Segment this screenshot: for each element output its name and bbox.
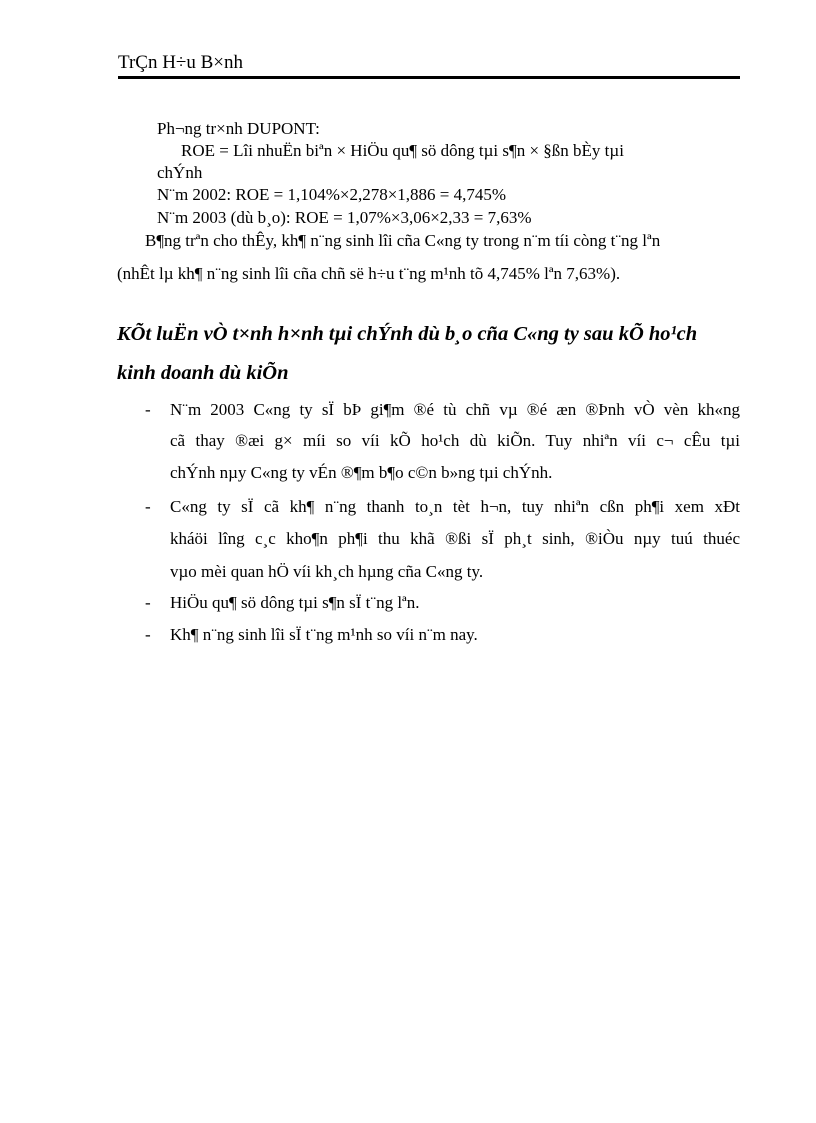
summary-line1: B¶ng trªn cho thÊy, kh¶ n¨ng sinh lîi cña C«ng ty trong n¨m tíi còng t¨ng lªn — [145, 231, 661, 250]
roe-2002: N¨m 2002: ROE = 1,104%×2,278×1,886 = 4,745% — [157, 185, 507, 204]
item1-line1: N¨m 2003 C«ng ty sÏ bÞ gi¶m ®é tù chñ vµ ®é æn ®Þnh vÒ vèn kh«ng — [170, 400, 740, 419]
item2-line2: kháöi lîng c¸c kho¶n ph¶i thu khã ®ßi sÏ ph¸t sinh, ®iÒu nµy tuú thuéc — [170, 529, 740, 548]
conclusion-heading-line2: kinh doanh dù kiÕn — [117, 362, 289, 384]
bullet-marker: - — [145, 625, 151, 644]
bullet-marker: - — [145, 497, 151, 516]
dupont-formula-line2: chÝnh — [157, 163, 203, 182]
conclusion-heading-line1: KÕt luËn vÒ t×nh h×nh tµi chÝnh dù b¸o cña C«ng ty sau kÕ ho¹ch — [117, 323, 698, 345]
dupont-formula-line1: ROE = Lîi nhuËn biªn × HiÖu qu¶ sö dông tµi s¶n × §ßn bÈy tµi — [181, 141, 624, 160]
dupont-title: Ph¬ng tr×nh DUPONT: — [157, 119, 320, 138]
item2-line1: C«ng ty sÏ cã kh¶ n¨ng thanh to¸n tèt h¬n, tuy nhiªn cßn ph¶i xem xÐt — [170, 497, 740, 516]
item1-line2: cã thay ®æi g× míi so víi kÕ ho¹ch dù kiÕn. Tuy nhiªn víi c¬ cÊu tµi — [170, 431, 740, 450]
bullet-marker: - — [145, 400, 151, 419]
summary-line2: (nhÊt lµ kh¶ n¨ng sinh lîi cña chñ së h÷u t¨ng m¹nh tõ 4,745% lªn 7,63%). — [117, 264, 621, 283]
item4-line1: Kh¶ n¨ng sinh lîi sÏ t¨ng m¹nh so víi n¨m nay. — [170, 625, 478, 644]
header-title: TrÇn H÷u B×nh — [118, 52, 243, 73]
item1-line3: chÝnh nµy C«ng ty vÉn ®¶m b¶o c©n b»ng tµi chÝnh. — [170, 463, 553, 482]
bullet-marker: - — [145, 593, 151, 612]
roe-2003: N¨m 2003 (dù b¸o): ROE = 1,07%×3,06×2,33 = 7,63% — [157, 208, 532, 227]
item2-line3: vµo mèi quan hÖ víi kh¸ch hµng cña C«ng ty. — [170, 562, 484, 581]
page-header — [118, 48, 740, 79]
item3-line1: HiÖu qu¶ sö dông tµi s¶n sÏ t¨ng lªn. — [170, 593, 420, 612]
